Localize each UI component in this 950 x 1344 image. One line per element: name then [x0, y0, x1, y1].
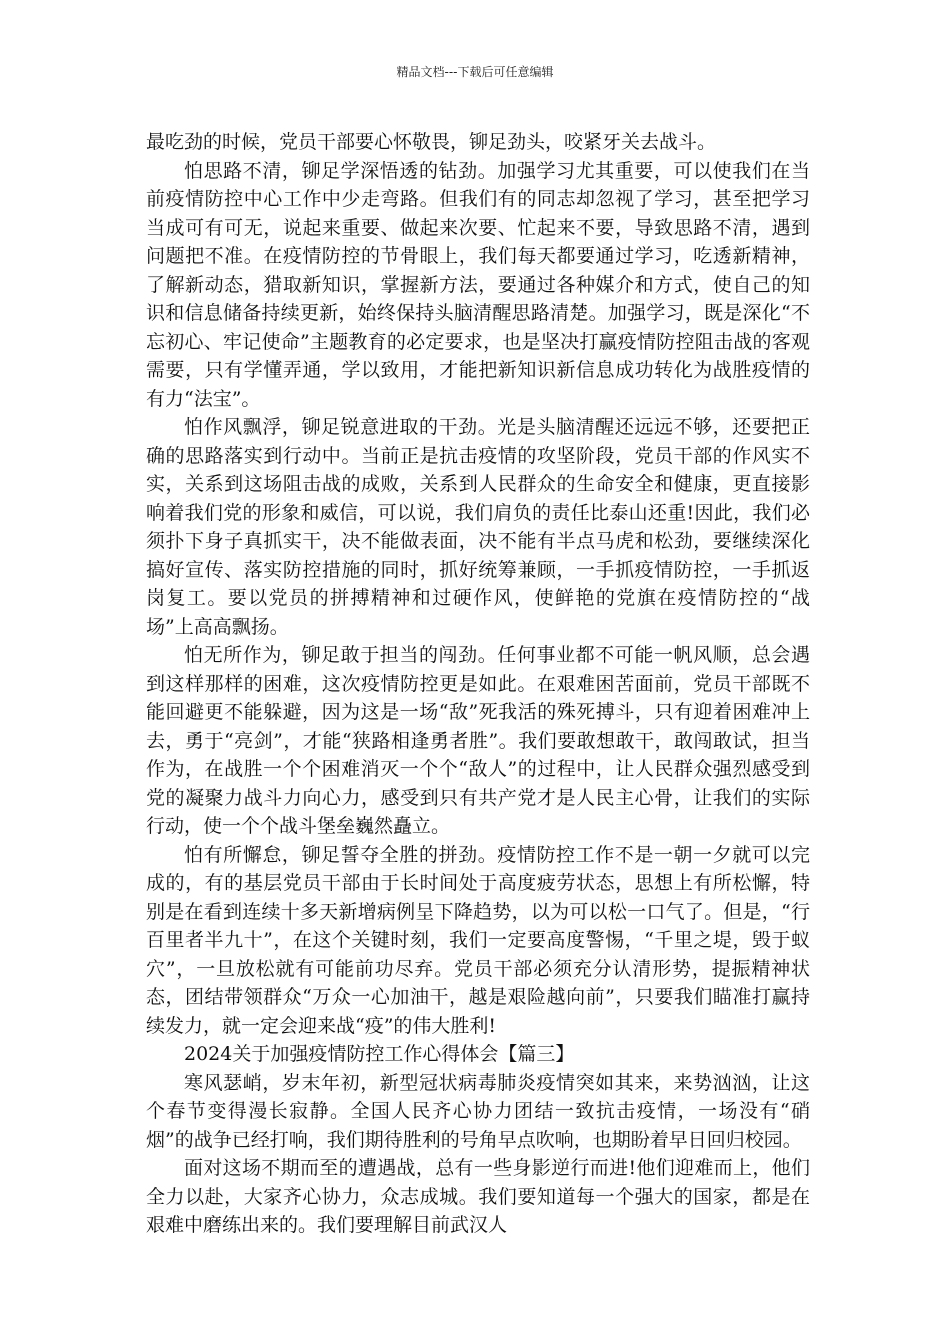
paragraph-study: 怕思路不清，铆足学深悟透的钻劲。加强学习尤其重要，可以使我们在当前疫情防控中心工作中少走弯路。但我们有的同志却忽视了学习，甚至把学习当成可有可无，说起来重要、做起来次要、忙起来不要，导致思路不清，遇到问题把不准。在疫情防控的节骨眼上，我们每天都要通过学习，吃透新精神，了解新动态，猎取新知识，掌握新方法，要通过各种媒介和方式，使自己的知识和信息储备持续更新，始终保持头脑清醒思路清楚。加强学习，既是深化“不忘初心、牢记使命”主题教育的必定要求，也是坚决打赢疫情防控阻击战的客观需要，只有学懂弄通，学以致用，才能把新知识新信息成功转化为战胜疫情的有力“法宝”。	[146, 159, 810, 410]
paragraph-responsibility: 怕无所作为，铆足敢于担当的闯劲。任何事业都不可能一帆风顺，总会遇到这样那样的困难，这次疫情防控更是如此。在艰难困苦面前，党员干部既不能回避更不能躲避，因为这是一场“敌”死我活的殊死搏斗，只有迎着困难冲上去，勇于“亮剑”，才能“狭路相逢勇者胜”。我们要敢想敢干，敢闯敢试，担当作为，在战胜一个个困难消灭一个个“敌人”的过程中，让人民群众强烈感受到党的凝聚力战斗力向心力，感受到只有共产党才是人民主心骨，让我们的实际行动，使一个个战斗堡垒巍然矗立。	[146, 644, 810, 837]
paragraph-persistence: 怕有所懈怠，铆足誓夺全胜的拼劲。疫情防控工作不是一朝一夕就可以完成的，有的基层党员干部由于长时间处于高度疲劳状态，思想上有所松懈，特别是在看到连续十多天新增病例呈下降趋势，以为可以松一口气了。但是，“行百里者半九十”，在这个关键时刻，我们一定要高度警惕，“千里之堤，毁于蚁穴”，一旦放松就有可能前功尽弃。党员干部必须充分认清形势，提振精神状态，团结带领群众“万众一心加油干，越是艰险越向前”，只要我们瞄准打赢持续发力，就一定会迎来战“疫”的伟大胜利!	[146, 843, 810, 1037]
page-header: 精品文档---下载后可任意编辑	[396, 65, 554, 79]
paragraph-retrograde: 面对这场不期而至的遭遇战，总有一些身影逆行而进!他们迎难而上，他们全力以赴，大家齐心协力，众志成城。我们要知道每一个强大的国家，都是在艰难中磨练出来的。我们要理解目前武汉人	[146, 1157, 810, 1236]
paragraph-winter: 寒风瑟峭，岁末年初，新型冠状病毒肺炎疫情突如其来，来势汹汹，让这个春节变得漫长寂静。全国人民齐心协力团结一致抗击疫情，一场没有“硝烟”的战争已经打响，我们期待胜利的号角早点吹响，也期盼着早日回归校园。	[146, 1071, 810, 1151]
document-body	[146, 128, 810, 1240]
section-heading: 2024关于加强疫情防控工作心得体会【篇三】	[184, 1043, 575, 1065]
paragraph-work-style: 怕作风飘浮，铆足锐意进取的干劲。光是头脑清醒还远远不够，还要把正确的思路落实到行动中。当前正是抗击疫情的攻坚阶段，党员干部的作风实不实，关系到这场阻击战的成败，关系到人民群众的生命安全和健康，更直接影响着我们党的形象和威信，可以说，我们肩负的责任比泰山还重!因此，我们必须扑下身子真抓实干，决不能做表面，决不能有半点马虎和松劲，要继续深化搞好宣传、落实防控措施的同时，抓好统筹兼顾，一手抓疫情防控，一手抓返岗复工。要以党员的拼搏精神和过硬作风，使鲜艳的党旗在疫情防控的“战场”上高高飘扬。	[146, 416, 810, 638]
paragraph-continuation: 最吃劲的时候，党员干部要心怀敬畏，铆足劲头，咬紧牙关去战斗。	[146, 131, 717, 153]
